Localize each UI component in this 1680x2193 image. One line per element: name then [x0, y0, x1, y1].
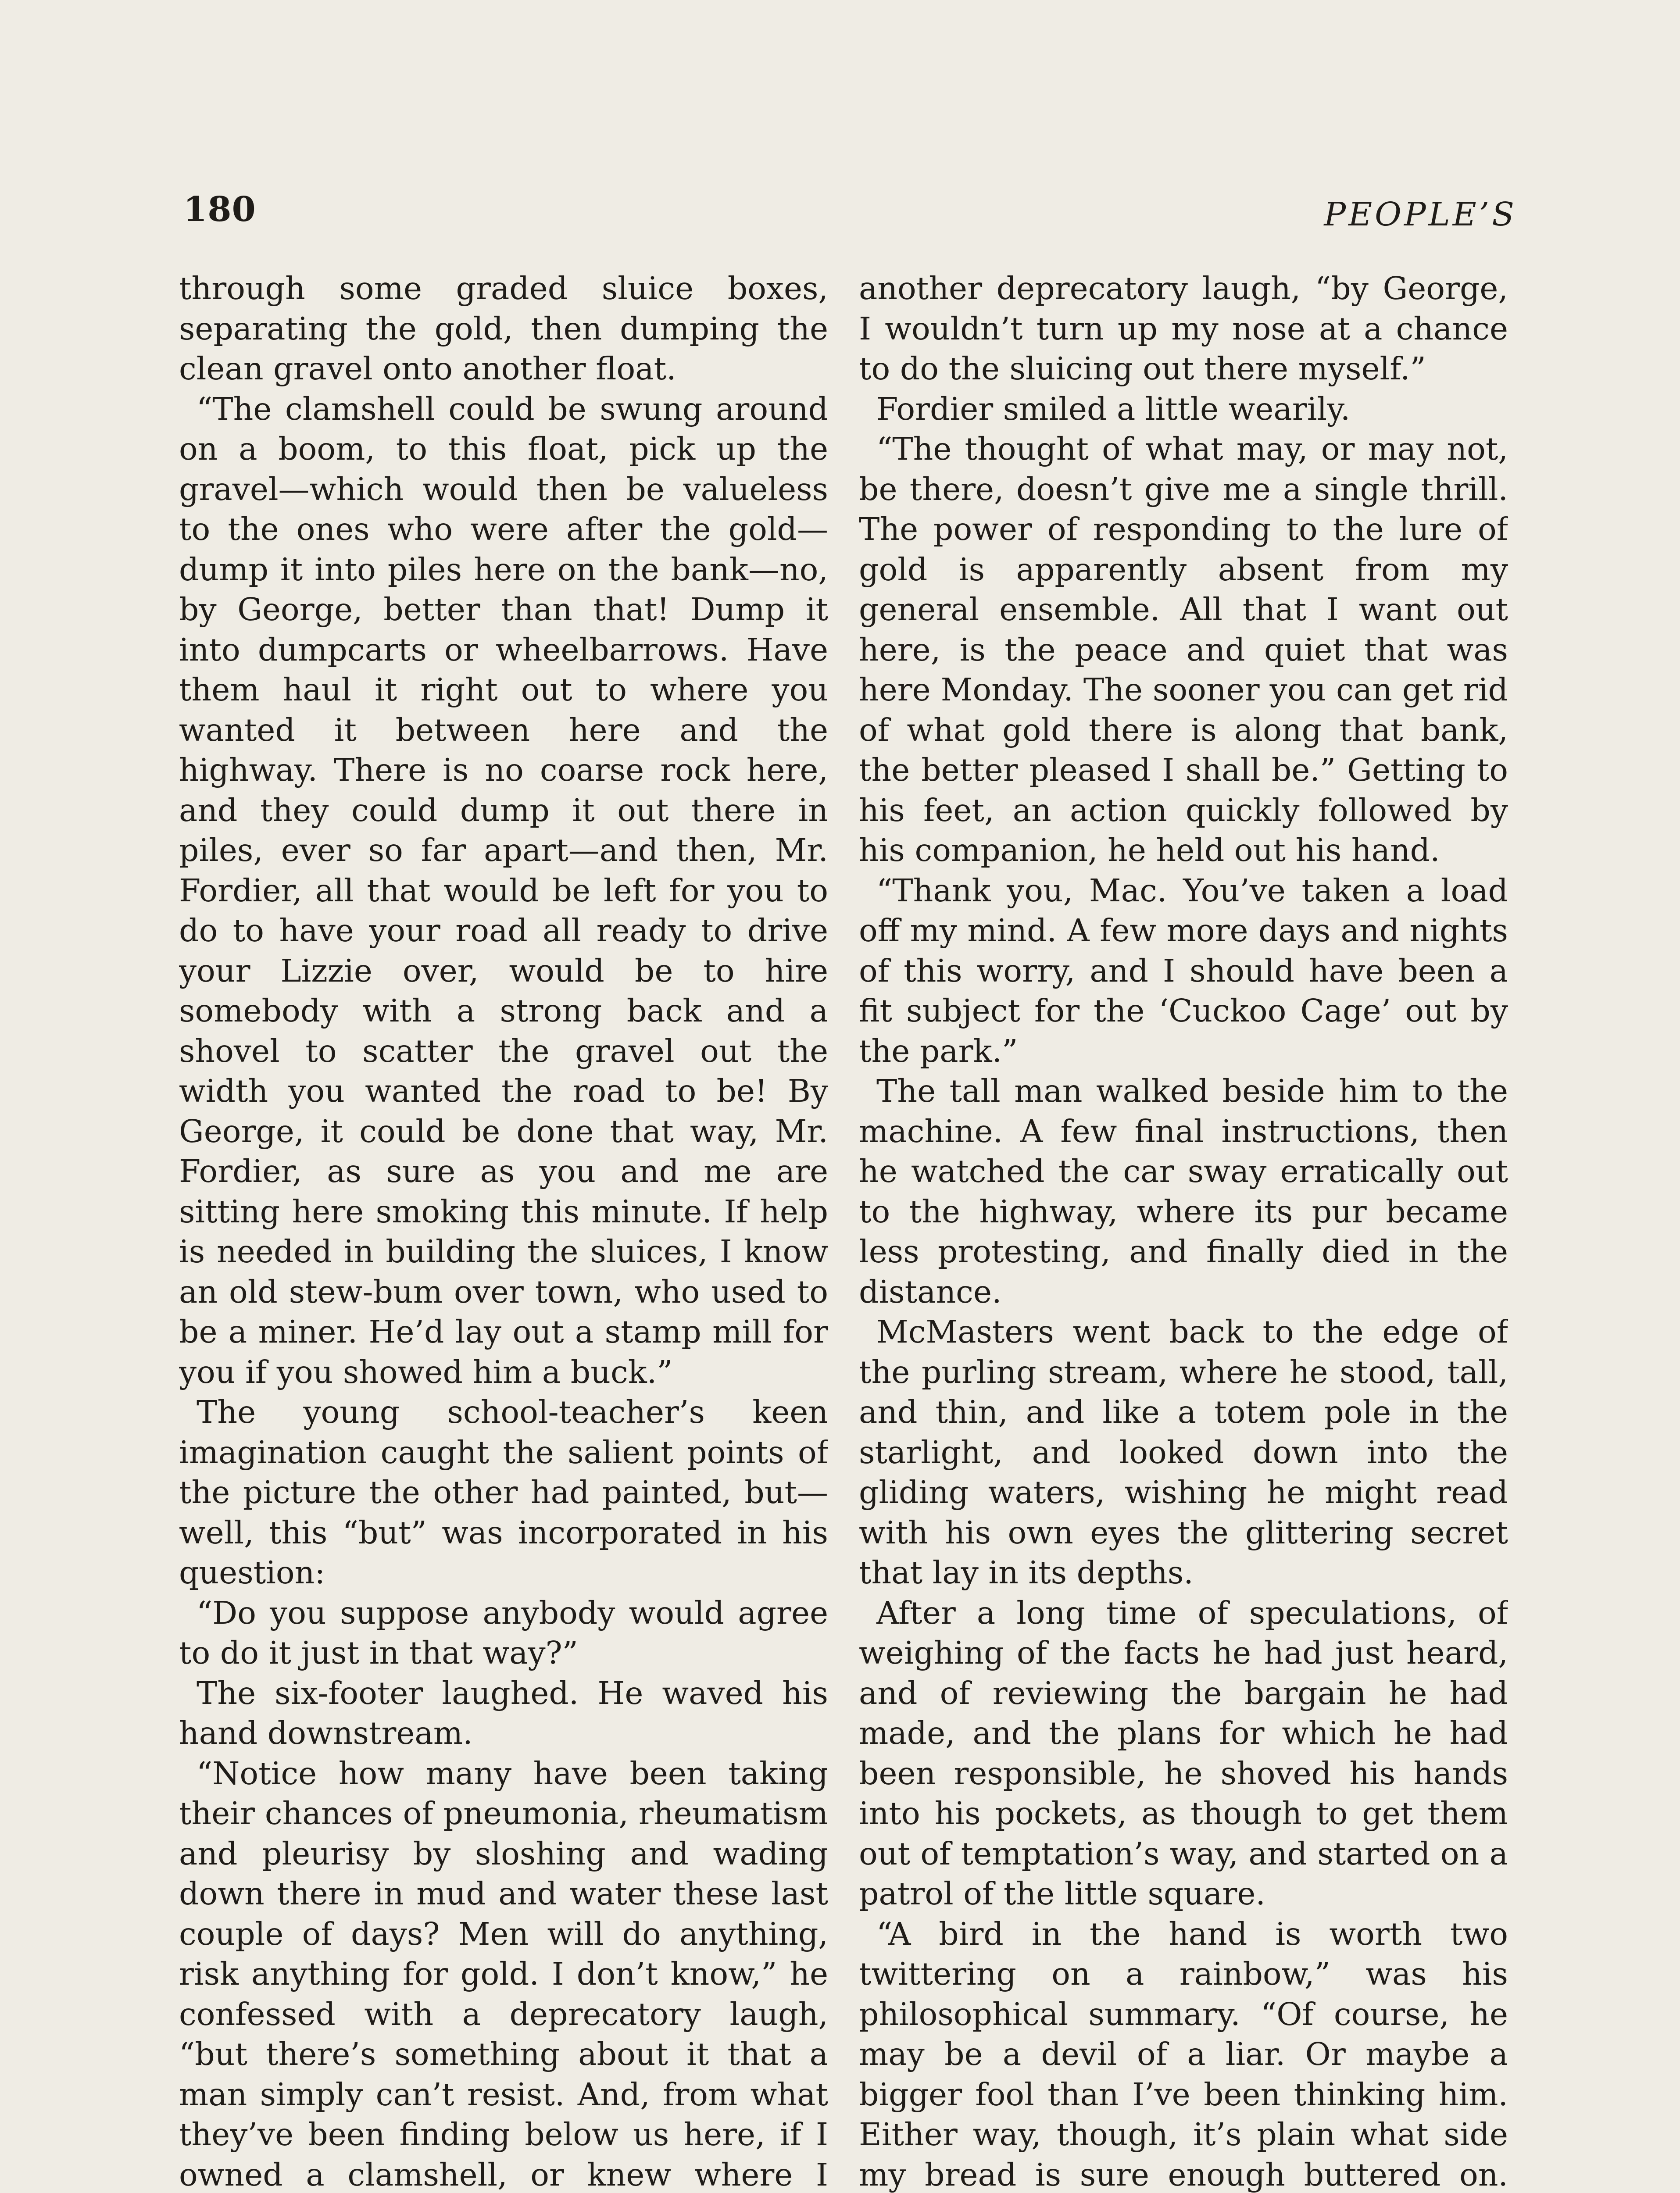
- paragraph: “Do you suppose anybody would agree to do it just in that way?”: [179, 1594, 828, 1671]
- paragraph: through some graded sluice boxes, separating the gold, then dumping the clean gravel onto another float.: [179, 270, 828, 387]
- paragraph: “A bird in the hand is worth two twittering on a rainbow,” was his philosophical summary. “Of course, he may be a devil of a liar. Or maybe a bigger fool than I’ve been thinking him. Either way, though, it’s plain what side my bread is sure enough buttered on.: [859, 1915, 1508, 2193]
- right-column: [859, 268, 1508, 2193]
- paragraph: another deprecatory laugh, “by George, I wouldn’t turn up my nose at a chance to do the sluicing out there myself.”: [859, 270, 1508, 387]
- left-column: [179, 268, 828, 2193]
- paragraph: McMasters went back to the edge of the purling stream, where he stood, tall, and thin, and like a totem pole in the starlight, and looked down into the gliding waters, wishing he might read with his own eyes the glittering secret that lay in its depths.: [859, 1314, 1508, 1591]
- running-head: PEOPLE’S: [1324, 196, 1517, 233]
- paragraph: Fordier smiled a little wearily.: [876, 390, 1351, 427]
- paragraph: “Notice how many have been taking their chances of pneumonia, rheumatism and pleurisy by sloshing and wading down there in mud and water these last couple of days? Men will do anything, risk anything for gold. I don’t know,” he confessed with a deprecatory laugh, “but there’s something about it that a man simply can’t resist. And, from what they’ve been finding below us here, if I owned a clamshell, or knew where I: [179, 1755, 828, 2193]
- paragraph: After a long time of speculations, of weighing of the facts he had just heard, and of reviewing the bargain he had made, and the plans for which he had been responsible, he shoved his hands into his pockets, as though to get them out of temptation’s way, and started on a patrol of the little square.: [859, 1594, 1508, 1912]
- page-number: 180: [183, 189, 256, 229]
- paragraph: “The clamshell could be swung around on a boom, to this float, pick up the gravel—which would then be valueless to the ones who were after the gold—dump it into piles here on the bank—no, by George, better than that! Dump it into dumpcarts or wheelbarrows. Have them haul it right out to where you wanted it between here and the highway. There is no coarse rock here, and they could dump it out there in piles, ever so far apart—and then, Mr. Fordier, all that would be left for you to do to have your road all ready to drive your Lizzie over, would be to hire somebody with a strong back and a shovel to scatter the gravel out the width you wanted the road to be! By George, it could be done that way, Mr. Fordier, as sure as you and me are sitting here smoking this minute. If help is needed in building the sluices, I know an old stew-bum over town, who used to be a miner. He’d lay out a stamp mill for you if you showed him a buck.”: [179, 390, 828, 1390]
- paragraph: The tall man walked beside him to the machine. A few final instructions, then he watched the car sway erratically out to the highway, where its pur became less protesting, and finally died in the distance.: [859, 1073, 1508, 1310]
- paragraph: “Thank you, Mac. You’ve taken a load off my mind. A few more days and nights of this worry, and I should have been a fit subject for the ‘Cuckoo Cage’ out by the park.”: [859, 872, 1508, 1069]
- paragraph: The young school-teacher’s keen imagination caught the salient points of the picture the other had painted, but—well, this “but” was incorporated in his question:: [179, 1394, 828, 1591]
- paragraph: The six-footer laughed. He waved his hand downstream.: [179, 1675, 828, 1751]
- paragraph: “The thought of what may, or may not, be there, doesn’t give me a single thrill. The power of responding to the lure of gold is apparently absent from my general ensemble. All that I want out here, is the peace and quiet that was here Monday. The sooner you can get rid of what gold there is along that bank, the better pleased I shall be.” Getting to his feet, an action quickly followed by his companion, he held out his hand.: [859, 431, 1508, 868]
